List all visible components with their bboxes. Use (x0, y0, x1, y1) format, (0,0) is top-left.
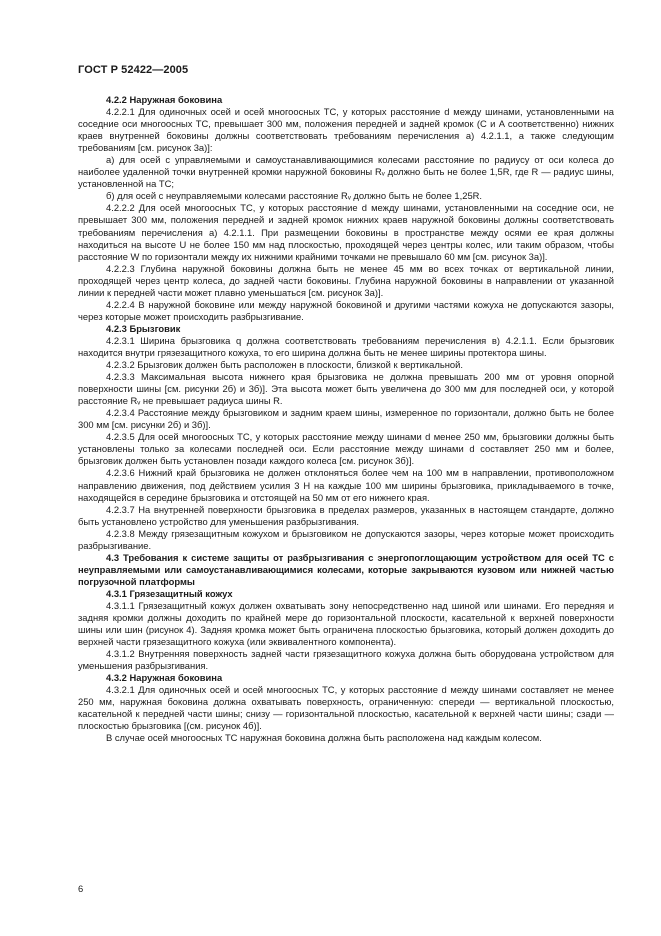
paragraph: 4.2.2.1 Для одиночных осей и осей многоосных ТС, у которых расстояние d между шинами, установленными на соседние оси многоосных ТС, превышает 300 мм, положения передней и задней кромок (C и A соответственно) нижних краев внутренней боковины должны соответствовать требованиям перечисления а) 4.2.1.1, а также следующим требованиям [см. рисунок 3а)]: (78, 106, 614, 154)
paragraph: 4.2.3.3 Максимальная высота нижнего края брызговика не должна превышать 200 мм от уровня опорной поверхности шины [см. рисунки 2б) и 3б)]. Эта высота может быть увеличена до 300 мм для последней оси, у которой расстояние Rᵥ не превышает радиуса шины R. (78, 371, 614, 407)
paragraph: 4.2.3.1 Ширина брызговика q должна соответствовать требованиям перечисления в) 4.2.1.1. Если брызговик находится внутри грязезащитного кожуха, то его ширина должна быть не менее ширины протектора шины. (78, 334, 614, 358)
page-number: 6 (78, 883, 84, 894)
section-heading: 4.3.2 Наружная боковина (106, 672, 223, 684)
paragraph: В случае осей многоосных ТС наружная боковина должна быть расположена над каждым колесом. (106, 732, 542, 744)
section-heading: 4.2.3 Брызговик (106, 322, 181, 334)
paragraph: 4.3.1.1 Грязезащитный кожух должен охватывать зону непосредственно над шиной или шинами. Его передняя и задняя кромки должны доходить по крайней мере до горизонтальной плоскости, касательной к верхней поверхности шины или шин (рисунок 4). Задняя кромка может быть ограничена плоскостью брызговика, который должен доходить до верхней части грязезащитного кожуха (или эквивалентного компонента). (78, 599, 614, 648)
paragraph: 4.2.3.2 Брызговик должен быть расположен в плоскости, близкой к вертикальной. (106, 359, 463, 371)
section-heading: 4.3 Требования к системе защиты от разбрызгивания с энергопоглощающим устройством для осей ТС с неуправляемыми или самоустанавливающимися колесами, которые закрываются кузовом или нижней частью погрузочной платформы (78, 551, 614, 587)
list-item: б) для осей с неуправляемыми колесами расстояние Rᵥ должно быть не более 1,25R. (106, 190, 483, 202)
document-header: ГОСТ Р 52422—2005 (78, 64, 189, 76)
section-heading: 4.3.1 Грязезащитный кожух (106, 587, 233, 599)
paragraph: 4.2.2.2 Для осей многоосных ТС, у которых расстояние d между шинами, установленными на соседние оси, не превышает 300 мм, положения передней и задней кромок нижних краев наружной боковины должны соответствовать требованиям перечисления а) 4.2.1.1. При размещении боковины в пространстве между осями ее края должны находиться на высоте U не более 150 мм над плоскостью, проходящей через центры колес, или таким образом, чтобы расстояние W по горизонтали между их нижними крайними точками не превышало 60 мм [см. рисунок 3а)]. (78, 202, 614, 262)
paragraph: 4.2.3.6 Нижний край брызговика не должен отклоняться более чем на 100 мм в направлении, противоположном направлению движения, под действием усилия 3 Н на каждые 100 мм ширины брызговика, прикладываемого в точке, находящейся в середине брызговика и отстоящей на 50 мм от его нижнего края. (78, 467, 614, 503)
paragraph: 4.2.3.8 Между грязезащитным кожухом и брызговиком не допускаются зазоры, через которые может происходить разбрызгивание. (78, 527, 614, 551)
paragraph: 4.3.1.2 Внутренняя поверхность задней части грязезащитного кожуха должна быть оборудована устройством для уменьшения разбрызгивания. (78, 648, 614, 672)
paragraph: 4.3.2.1 Для одиночных осей и осей многоосных ТС, у которых расстояние d между шинами составляет не менее 250 мм, наружная боковина должна охватывать поверхность, ограниченную: спереди — вертикальной плоскостью, касательной к передней части шины; снизу — горизонтальной плоскостью, касательной к верхней части шины; сзади — плоскостью брызговика [(см. рисунок 4б)]. (78, 684, 614, 732)
section-heading: 4.2.2 Наружная боковина (106, 94, 223, 105)
paragraph: 4.2.2.3 Глубина наружной боковины должна быть не менее 45 мм во всех точках от вертикальной линии, проходящей через центр колеса, до задней части боковины. Глубина наружной боковины в направлении от указанной линии к передней части может плавно уменьшаться [см. рисунок 3а)]. (78, 262, 614, 298)
document-body (78, 94, 614, 745)
paragraph: 4.2.3.4 Расстояние между брызговиком и задним краем шины, измеренное по горизонтали, должно быть не более 300 мм [см. рисунки 2б) и 3б)]. (78, 407, 614, 431)
paragraph: 4.2.3.7 На внутренней поверхности брызговика в пределах размеров, указанных в настоящем стандарте, должно быть установлено устройство для уменьшения разбрызгивания. (78, 503, 614, 527)
paragraph: 4.2.3.5 Для осей многоосных ТС, у которых расстояние между шинами d менее 250 мм, брызговики должны быть установлены только за колесами последней оси. Если расстояние между шинами d составляет 250 мм и более, брызговик должен быть установлен позади каждого колеса [см. рисунок 3б)]. (78, 431, 614, 467)
paragraph: 4.2.2.4 В наружной боковине или между наружной боковиной и другими частями кожуха не допускаются зазоры, через которые может происходить разбрызгивание. (78, 298, 614, 322)
list-item: а) для осей с управляемыми и самоустанавливающимися колесами расстояние по радиусу от оси колеса до наиболее удаленной точки внутренней кромки наружной боковины Rᵥ должно быть не более 1,5R, где R — радиус шины, установленной на ТС; (78, 154, 614, 190)
